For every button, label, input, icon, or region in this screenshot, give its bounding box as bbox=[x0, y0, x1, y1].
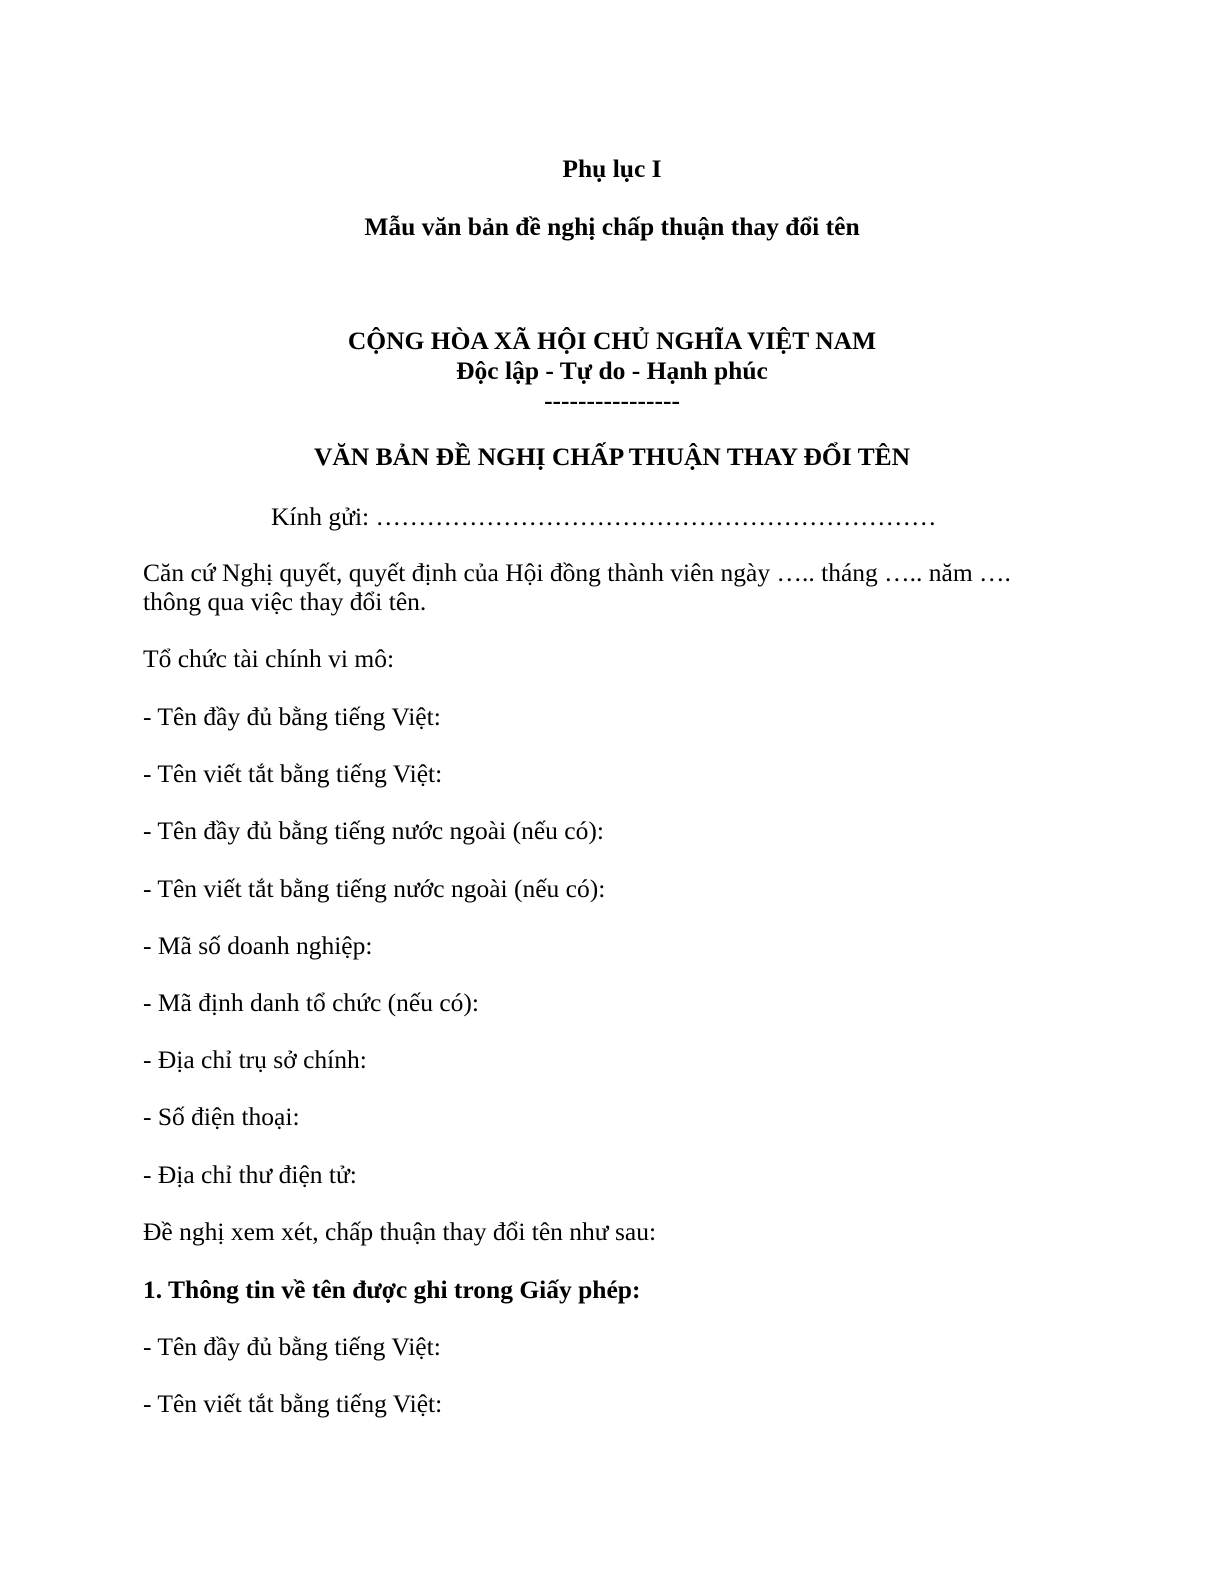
org-field-short-name-vi: - Tên viết tắt bằng tiếng Việt: bbox=[143, 759, 443, 788]
basis-line-1: Căn cứ Nghị quyết, quyết định của Hội đồng thành viên ngày ….. tháng ….. năm …. bbox=[143, 558, 1011, 587]
header-divider: ---------------- bbox=[544, 386, 680, 415]
org-field-full-name-vi: - Tên đầy đủ bằng tiếng Việt: bbox=[143, 702, 441, 731]
national-motto: Độc lập - Tự do - Hạnh phúc bbox=[456, 356, 768, 385]
country-name: CỘNG HÒA XÃ HỘI CHỦ NGHĨA VIỆT NAM bbox=[347, 326, 877, 355]
org-field-business-code: - Mã số doanh nghiệp: bbox=[143, 931, 373, 960]
appendix-subtitle: Mẫu văn bản đề nghị chấp thuận thay đổi tên bbox=[364, 212, 860, 241]
appendix-title: Phụ lục I bbox=[562, 154, 662, 183]
section-1-full-name-vi: - Tên đầy đủ bằng tiếng Việt: bbox=[143, 1332, 441, 1361]
org-field-head-office: - Địa chỉ trụ sở chính: bbox=[143, 1045, 367, 1074]
org-field-full-name-foreign: - Tên đầy đủ bằng tiếng nước ngoài (nếu có): bbox=[143, 816, 604, 845]
org-field-phone: - Số điện thoại: bbox=[143, 1102, 300, 1131]
document-title: VĂN BẢN ĐỀ NGHỊ CHẤP THUẬN THAY ĐỔI TÊN bbox=[313, 442, 911, 471]
section-1-short-name-vi: - Tên viết tắt bằng tiếng Việt: bbox=[143, 1389, 443, 1418]
org-field-short-name-foreign: - Tên viết tắt bằng tiếng nước ngoài (nếu có): bbox=[143, 874, 606, 903]
basis-line-2: thông qua việc thay đổi tên. bbox=[143, 587, 427, 616]
org-field-email: - Địa chỉ thư điện tử: bbox=[143, 1160, 357, 1189]
request-line: Đề nghị xem xét, chấp thuận thay đổi tên như sau: bbox=[143, 1217, 657, 1246]
org-field-org-id: - Mã định danh tổ chức (nếu có): bbox=[143, 988, 480, 1017]
org-heading: Tổ chức tài chính vi mô: bbox=[143, 644, 395, 673]
recipient-line: Kính gửi: ………………………………………………………… bbox=[271, 502, 937, 531]
section-1-heading: 1. Thông tin về tên được ghi trong Giấy phép: bbox=[143, 1275, 641, 1304]
